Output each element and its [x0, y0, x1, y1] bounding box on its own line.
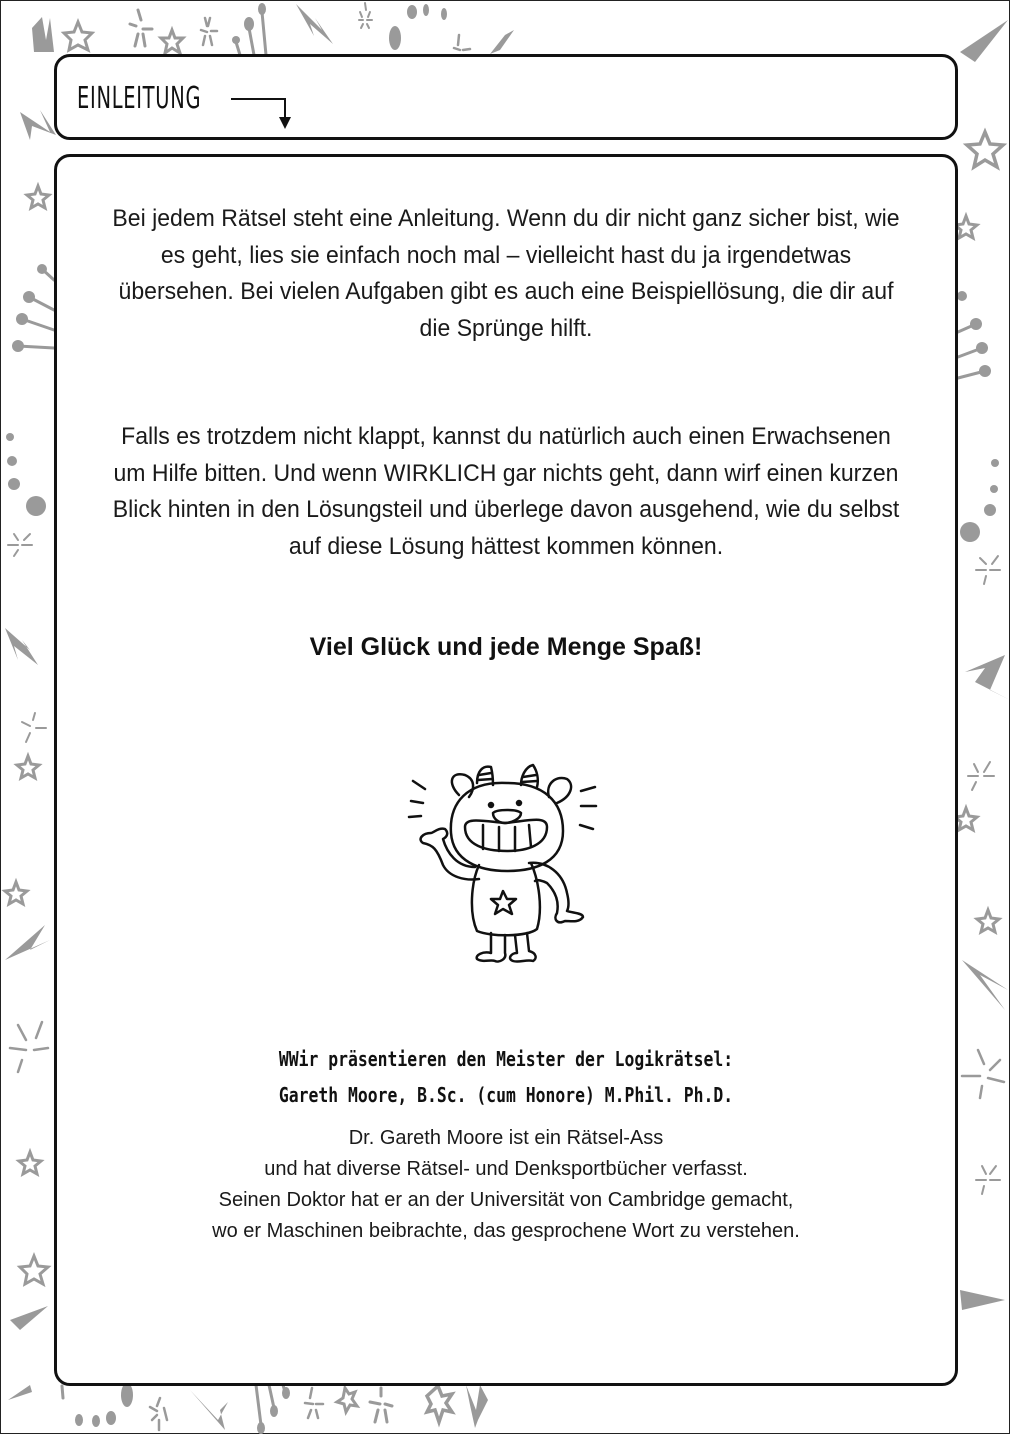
lightning-icon	[20, 110, 56, 140]
lightning-icon	[965, 655, 1010, 700]
dot-icon	[423, 4, 429, 16]
content-panel	[54, 154, 958, 1386]
sparkle-icon	[22, 713, 46, 742]
star-icon	[20, 1256, 48, 1284]
intro-paragraph-1: Bei jedem Rätsel steht eine Anleitung. Wenn du dir nicht ganz sicher bist, wie es geht, lies sie einfach noch mal – vielleicht hast du ja irgendetwas übersehen. Bei vielen Aufgaben gibt es auch eine Beispiellösung, die dir auf die Sprünge hilft.	[112, 205, 900, 342]
star-icon	[427, 1386, 452, 1422]
star-icon	[337, 1388, 357, 1412]
section-header	[54, 54, 958, 140]
spike-icon	[960, 1290, 1005, 1310]
sparkle-icon	[150, 1398, 167, 1430]
star-icon	[27, 186, 49, 208]
pin-icon	[957, 291, 991, 378]
pin-icon	[256, 1385, 290, 1434]
spike-icon	[8, 1385, 32, 1400]
sparkle-icon	[962, 1050, 1004, 1098]
section-title: EINLEITUNG	[77, 81, 202, 116]
star-icon	[967, 132, 1003, 167]
dot-icon	[990, 485, 998, 493]
lightning-icon	[962, 960, 1008, 1010]
spike-icon	[466, 1385, 488, 1428]
dot-icon	[7, 456, 17, 466]
sparkle-icon	[130, 10, 152, 46]
dot-icon	[6, 433, 14, 441]
star-icon	[17, 756, 39, 778]
motto-text: Viel Glück und jede Menge Spaß!	[309, 633, 703, 661]
lightning-icon	[5, 628, 38, 665]
star-icon	[5, 882, 27, 904]
lightning-icon	[296, 4, 333, 44]
author-heading-line-1: WWir präsentieren den Meister der Logikrätsel:	[278, 1047, 734, 1071]
star-icon	[161, 30, 183, 53]
spike-icon	[10, 1306, 48, 1330]
sparkle-icon	[305, 1388, 323, 1418]
dot-icon	[991, 459, 999, 467]
author-bio-line: wo er Maschinen beibrachte, das gesprochene Wort zu verstehen.	[212, 1220, 800, 1242]
sparkle-icon	[10, 1022, 48, 1072]
dot-icon	[121, 1383, 133, 1407]
dot-icon	[389, 26, 401, 50]
author-bio-line: Seinen Doktor hat er an der Universität von Cambridge gemacht,	[218, 1189, 794, 1211]
author-heading-line-2: Gareth Moore, B.Sc. (cum Honore) M.Phil. Ph.D.	[278, 1083, 734, 1107]
star-icon	[19, 1152, 41, 1174]
author-heading	[162, 1041, 849, 1113]
spike-icon	[960, 20, 1008, 62]
author-bio-line: und hat diverse Rätsel- und Denksportbücher verfasst.	[264, 1158, 748, 1180]
author-bio-line: Dr. Gareth Moore ist ein Rätsel-Ass	[348, 1127, 664, 1149]
sparkle-icon	[968, 762, 994, 790]
spike-icon	[490, 30, 514, 54]
lightning-icon	[190, 1390, 228, 1430]
dot-icon	[92, 1415, 100, 1427]
sparkle-icon	[454, 35, 470, 50]
dot-icon	[106, 1411, 116, 1425]
sparkle-icon	[370, 1388, 392, 1422]
sparkle-icon	[8, 534, 32, 556]
author-bio	[87, 1123, 925, 1247]
intro-paragraph-2: Falls es trotzdem nicht klappt, kannst du natürlich auch einen Erwachsenen um Hilfe bitten. Und wenn WIRKLICH gar nichts geht, dann wirf einen kurzen Blick hinten in den Lösungsteil und überlege davon ausgehend, wie du selbst auf diese Lösung hättest kommen können.	[112, 423, 900, 560]
sparkle-icon	[201, 18, 217, 45]
dot-icon	[26, 496, 46, 516]
star-icon	[955, 216, 977, 238]
spike-icon	[5, 925, 50, 960]
dot-icon	[407, 5, 417, 19]
dot-icon	[960, 522, 980, 542]
waving-monster-illustration	[387, 753, 627, 963]
pin-icon	[232, 3, 266, 55]
star-icon	[955, 808, 977, 830]
dot-icon	[441, 8, 447, 20]
sparkle-icon	[976, 1166, 1000, 1194]
sparkle-icon	[976, 556, 1000, 584]
dot-icon	[8, 478, 20, 490]
dot-icon	[75, 1414, 83, 1426]
star-icon	[64, 22, 92, 50]
pin-icon	[12, 264, 54, 352]
sparkle-icon	[359, 3, 372, 28]
spike-icon	[32, 17, 54, 52]
dot-icon	[984, 504, 996, 516]
arrow-right-down-icon	[229, 89, 293, 131]
star-icon	[977, 910, 999, 932]
